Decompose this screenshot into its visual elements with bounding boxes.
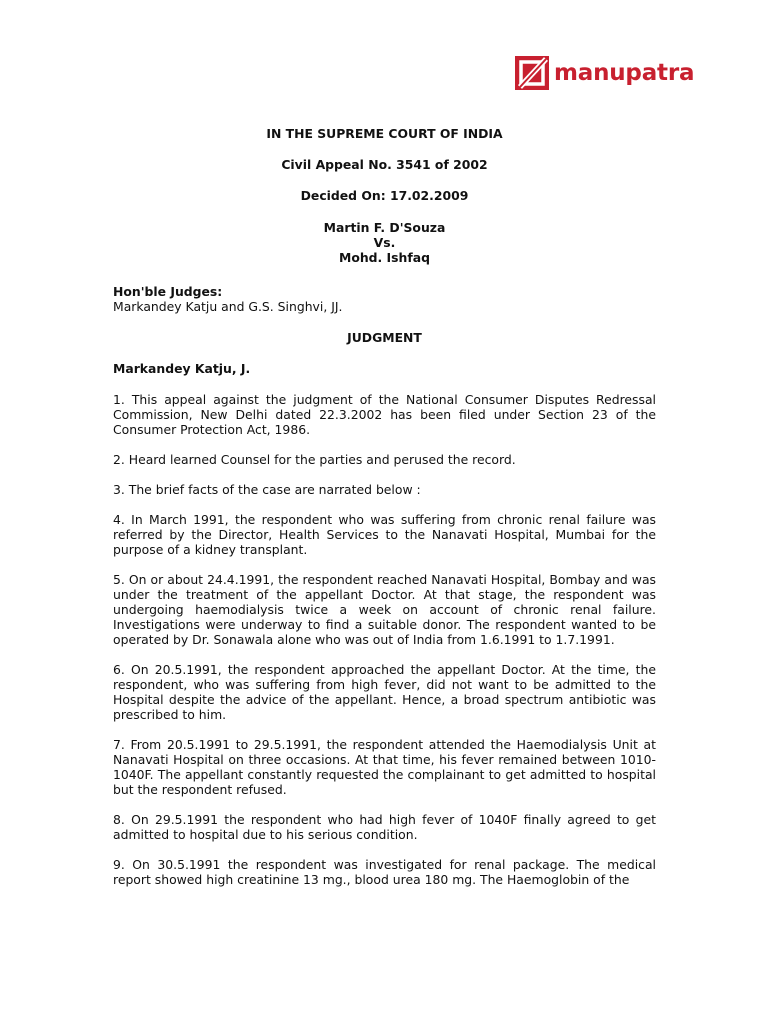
brand-name: manupatra xyxy=(554,60,695,86)
judgment-paragraph: 7. From 20.5.1991 to 29.5.1991, the respondent attended the Haemodialysis Unit at Nanavati Hospital on three occasions. At that time, his fever remained between 1010-1040F. The appellant constantly requested the complainant to get admitted to hospital but the respondent refused. xyxy=(113,737,656,797)
judgment-paragraph: 1. This appeal against the judgment of the National Consumer Disputes Redressal Commission, New Delhi dated 22.3.2002 has been filed under Section 23 of the Consumer Protection Act, 1986. xyxy=(113,392,656,437)
versus-label: Vs. xyxy=(373,235,396,250)
judgment-paragraph: 4. In March 1991, the respondent who was suffering from chronic renal failure was referred by the Director, Health Services to the Nanavati Hospital, Mumbai for the purpose of a kidney transplant. xyxy=(113,512,656,557)
judgment-paragraph: 2. Heard learned Counsel for the parties and perused the record. xyxy=(113,452,516,467)
judgment-heading: JUDGMENT xyxy=(347,330,422,345)
judgment-paragraph: 9. On 30.5.1991 the respondent was investigated for renal package. The medical report showed high creatinine 13 mg., blood urea 180 mg. The Haemoglobin of the xyxy=(113,857,656,887)
appeal-number: Civil Appeal No. 3541 of 2002 xyxy=(281,157,488,172)
case-parties xyxy=(113,220,656,265)
judgment-document xyxy=(113,126,656,887)
respondent-name: Mohd. Ishfaq xyxy=(339,250,430,265)
appellant-name: Martin F. D'Souza xyxy=(323,220,446,235)
judges-names: Markandey Katju and G.S. Singhvi, JJ. xyxy=(113,299,343,314)
judgment-paragraph: 5. On or about 24.4.1991, the respondent reached Nanavati Hospital, Bombay and was under the treatment of the appellant Doctor. At that stage, the respondent was undergoing haemodialysis twice a week on account of chronic renal failure. Investigations were underway to find a suitable donor. The respondent wanted to be operated by Dr. Sonawala alone who was out of India from 1.6.1991 to 1.7.1991. xyxy=(113,572,656,647)
judgment-paragraph: 8. On 29.5.1991 the respondent who had high fever of 1040F finally agreed to get admitted to hospital due to his serious condition. xyxy=(113,812,656,842)
judgment-paragraph: 3. The brief facts of the case are narrated below : xyxy=(113,482,421,497)
manupatra-logo-icon xyxy=(515,56,549,90)
court-name: IN THE SUPREME COURT OF INDIA xyxy=(266,126,503,141)
brand-logo xyxy=(515,55,694,91)
judgment-author: Markandey Katju, J. xyxy=(113,361,251,376)
judgment-paragraph: 6. On 20.5.1991, the respondent approached the appellant Doctor. At the time, the respondent, who was suffering from high fever, did not want to be admitted to the Hospital despite the advice of the appellant. Hence, a broad spectrum antibiotic was prescribed to him. xyxy=(113,662,656,722)
judges-heading: Hon'ble Judges: xyxy=(113,284,223,299)
decision-date: Decided On: 17.02.2009 xyxy=(300,188,469,203)
